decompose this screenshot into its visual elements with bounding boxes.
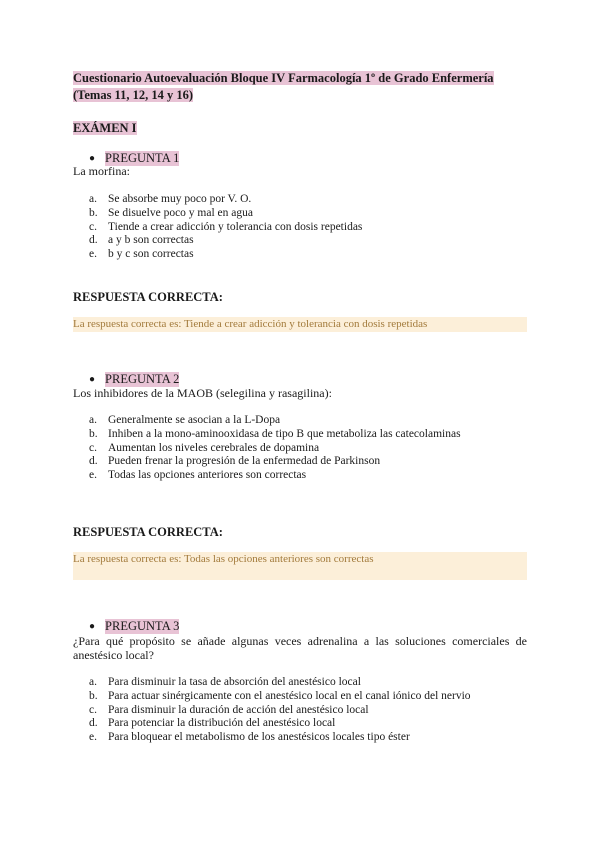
option-e: e. Todas las opciones anteriores son correctas	[89, 469, 307, 482]
bullet-icon: ●	[89, 374, 96, 385]
answer-heading: RESPUESTA CORRECTA:	[73, 290, 223, 304]
question-1-stem: La morfina:	[73, 164, 130, 178]
option-c: c. Para disminuir la duración de acción del anestésico local	[89, 703, 369, 716]
question-1-heading: ● PREGUNTA 1	[89, 151, 180, 165]
answer-box: La respuesta correcta es: Todas las opciones anteriores son correctas	[73, 552, 527, 580]
option-d: d. Pueden frenar la progresión de la enfermedad de Parkinson	[89, 455, 381, 468]
option-e: e. b y c son correctas	[89, 248, 194, 261]
bullet-icon: ●	[89, 153, 96, 164]
question-3-heading: ● PREGUNTA 3	[89, 619, 180, 633]
option-e: e. Para bloquear el metabolismo de los anestésicos locales tipo éster	[89, 731, 410, 744]
option-b: b. Inhiben a la mono-aminooxidasa de tipo B que metaboliza las catecolaminas	[89, 427, 461, 440]
option-b: b. Se disuelve poco y mal en agua	[89, 206, 253, 219]
answer-box: La respuesta correcta es: Tiende a crear adicción y tolerancia con dosis repetidas	[73, 317, 527, 332]
answer-heading: RESPUESTA CORRECTA:	[73, 525, 223, 539]
option-a: a. Para disminuir la tasa de absorción del anestésico local	[89, 676, 361, 688]
question-2-heading: ● PREGUNTA 2	[89, 372, 180, 386]
question-1-options	[89, 193, 362, 262]
question-2-stem: Los inhibidores de la MAOB (selegilina y rasagilina):	[73, 386, 332, 400]
option-a: a. Se absorbe muy poco por V. O.	[89, 193, 252, 205]
option-c: c. Aumentan los niveles cerebrales de dopamina	[89, 441, 320, 454]
exam-label: EXÁMEN I	[73, 121, 137, 135]
option-b: b. Para actuar sinérgicamente con el anestésico local en el canal iónico del nervio	[89, 689, 471, 702]
option-c: c. Tiende a crear adicción y tolerancia con dosis repetidas	[89, 220, 363, 233]
question-3-options	[89, 676, 471, 745]
question-2-options	[89, 414, 461, 483]
option-a: a. Generalmente se asocian a la L-Dopa	[89, 414, 281, 426]
option-d: d. Para potenciar la distribución del anestésico local	[89, 717, 336, 730]
document-title: Cuestionario Autoevaluación Bloque IV Farmacología 1º de Grado Enfermería (Temas 11, 12, 14 y 16)	[73, 71, 494, 102]
bullet-icon: ●	[89, 621, 96, 632]
question-3-stem: ¿Para qué propósito se añade algunas veces adrenalina a las soluciones comerciales de anestésico local?	[73, 634, 527, 662]
option-d: d. a y b son correctas	[89, 234, 194, 247]
